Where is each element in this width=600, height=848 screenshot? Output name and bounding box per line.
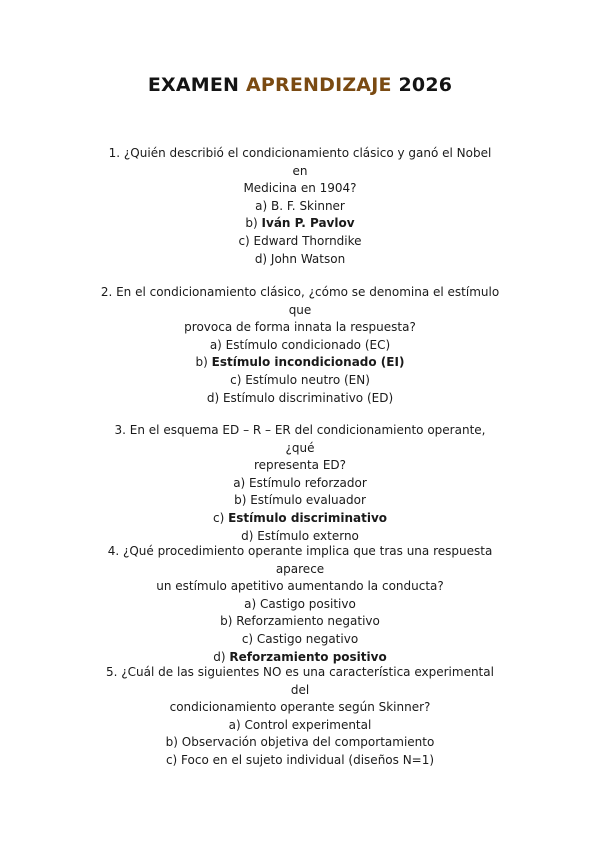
option-letter: d) (213, 649, 230, 664)
option-b (100, 354, 500, 372)
option-a: a) B. F. Skinner (255, 198, 345, 213)
correct-answer: Iván P. Pavlov (261, 216, 355, 231)
option-b (100, 215, 500, 233)
question-2 (100, 284, 500, 407)
option-a: a) Castigo positivo (244, 596, 356, 611)
option-c: c) Foco en el sujeto individual (diseños N=1) (165, 752, 435, 767)
correct-answer: Estímulo discriminativo (228, 510, 388, 525)
option-letter: b) (245, 216, 262, 231)
option-d: d) John Watson (254, 251, 346, 266)
question-text: Medicina en 1904? (243, 181, 357, 196)
option-d: d) Estímulo discriminativo (ED) (206, 390, 394, 405)
question-text: 1. ¿Quién describió el condicionamiento clásico y ganó el Nobel en (108, 146, 492, 178)
question-text: provoca de forma innata la respuesta? (184, 320, 416, 335)
option-c: c) Edward Thorndike (238, 233, 362, 248)
question-3 (100, 422, 500, 545)
question-text: condicionamiento operante según Skinner? (169, 700, 431, 715)
question-1 (100, 145, 500, 268)
option-c (100, 510, 500, 528)
option-b: b) Estímulo evaluador (234, 493, 366, 508)
correct-answer: Estímulo incondicionado (EI) (211, 355, 405, 370)
option-a: a) Estímulo condicionado (EC) (209, 337, 391, 352)
question-5 (100, 664, 500, 770)
question-text: 5. ¿Cuál de las siguientes NO es una característica experimental del (106, 665, 494, 697)
question-text: 2. En el condicionamiento clásico, ¿cómo se denomina el estímulo que (100, 285, 500, 317)
correct-answer: Reforzamiento positivo (229, 649, 387, 664)
question-text: un estímulo apetitivo aumentando la conducta? (156, 579, 444, 594)
question-text: representa ED? (253, 458, 347, 473)
option-b: b) Reforzamiento negativo (220, 614, 380, 629)
option-b: b) Observación objetiva del comportamiento (165, 735, 435, 750)
option-c: c) Estímulo neutro (EN) (230, 372, 370, 387)
exam-title (0, 74, 600, 96)
option-a: a) Control experimental (228, 717, 372, 732)
option-a: a) Estímulo reforzador (233, 475, 367, 490)
title-accent: APRENDIZAJE (245, 74, 392, 96)
option-d: d) Estímulo externo (241, 528, 359, 543)
question-text: 4. ¿Qué procedimiento operante implica que tras una respuesta aparece (107, 544, 493, 576)
title-suffix: 2026 (391, 74, 453, 96)
option-c: c) Castigo negativo (241, 631, 359, 646)
question-4 (100, 543, 500, 666)
question-text: 3. En el esquema ED – R – ER del condicionamiento operante, ¿qué (114, 423, 486, 455)
option-letter: b) (195, 355, 212, 370)
title-prefix: EXAMEN (147, 74, 246, 96)
option-letter: c) (212, 510, 229, 525)
